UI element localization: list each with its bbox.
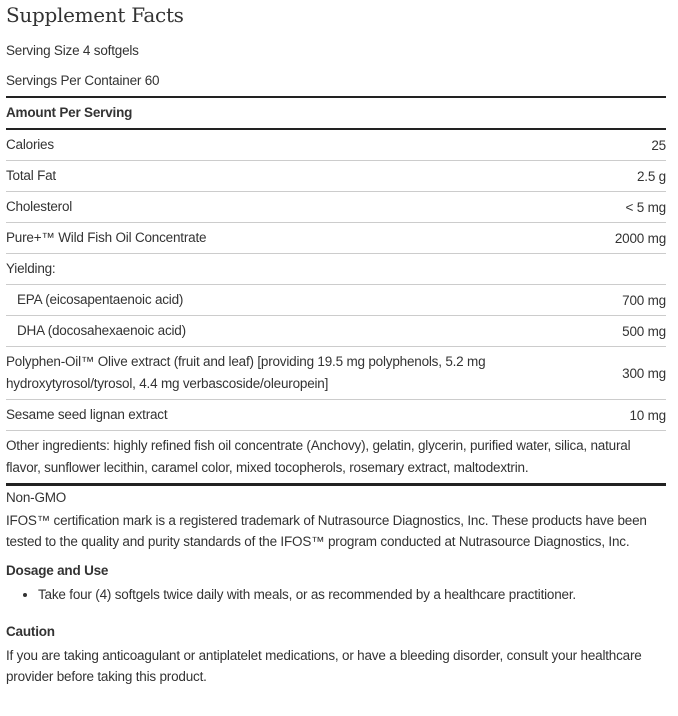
ingredient-amount: < 5 mg — [625, 199, 666, 215]
ingredient-amount: 10 mg — [629, 407, 666, 423]
ifos-note: IFOS™ certification mark is a registered trademark of Nutrasource Diagnostics, Inc. These products have been tested to the quality and purity standards of the IFOS™ program conducted at Nutrasource Diagnostics, Inc. — [6, 512, 647, 549]
page-title: Supplement Facts — [6, 3, 184, 27]
ingredient-name: DHA (docosahexaenoic acid) — [17, 323, 186, 338]
ingredient-amount: 25 — [651, 137, 666, 153]
amount-header: Amount Per Serving — [6, 105, 133, 120]
ingredient-amount: 300 mg — [622, 365, 666, 381]
servings-per-container: Servings Per Container 60 — [6, 73, 160, 88]
caution-heading: Caution — [6, 623, 55, 639]
table-row — [6, 130, 666, 161]
table-row — [6, 161, 666, 192]
ingredient-name: Cholesterol — [6, 199, 73, 214]
table-row — [6, 192, 666, 223]
ingredient-amount: 2.5 g — [636, 168, 666, 184]
table-row — [6, 316, 666, 347]
table-row — [6, 400, 666, 431]
serving-size: Serving Size 4 softgels — [6, 43, 139, 58]
table-row — [6, 254, 666, 285]
dosage-list — [6, 584, 666, 606]
table-row — [6, 347, 666, 400]
non-gmo-note: Non-GMO — [6, 490, 67, 505]
ingredient-name: Yielding: — [6, 261, 56, 276]
ingredient-amount: 500 mg — [622, 323, 666, 339]
table-row — [6, 223, 666, 254]
amount-header-row — [6, 96, 666, 130]
ingredient-name: Calories — [6, 137, 54, 152]
ingredient-name: Polyphen-Oil™ Olive extract (fruit and leaf) [providing 19.5 mg polyphenols, 5.2 mg hydroxytyrosol/tyrosol, 4.4 mg verbascoside/oleuropein] — [6, 354, 486, 391]
list-item: • Take four (4) softgels twice daily with meals, or as recommended by a healthcare practitioner. — [38, 584, 666, 606]
ingredient-amount: 700 mg — [622, 292, 666, 308]
ingredient-name: Sesame seed lignan extract — [6, 407, 168, 422]
dosage-heading: Dosage and Use — [6, 562, 109, 578]
other-ingredients: Other ingredients: highly refined fish oil concentrate (Anchovy), gelatin, glycerin, purified water, silica, natural flavor, sunflower lecithin, caramel color, mixed tocopherols, rosemary extract, maltodextrin. — [6, 431, 666, 486]
caution-section — [6, 624, 666, 688]
ingredient-name: Pure+™ Wild Fish Oil Concentrate — [6, 230, 207, 245]
table-row — [6, 285, 666, 316]
ingredient-amount: 2000 mg — [614, 230, 666, 246]
ingredient-name: Total Fat — [6, 168, 56, 183]
ingredient-name: EPA (eicosapentaenoic acid) — [17, 292, 184, 307]
caution-text: If you are taking anticoagulant or antiplatelet medications, or have a bleeding disorder, consult your healthcare provider before taking this product. — [6, 647, 642, 684]
